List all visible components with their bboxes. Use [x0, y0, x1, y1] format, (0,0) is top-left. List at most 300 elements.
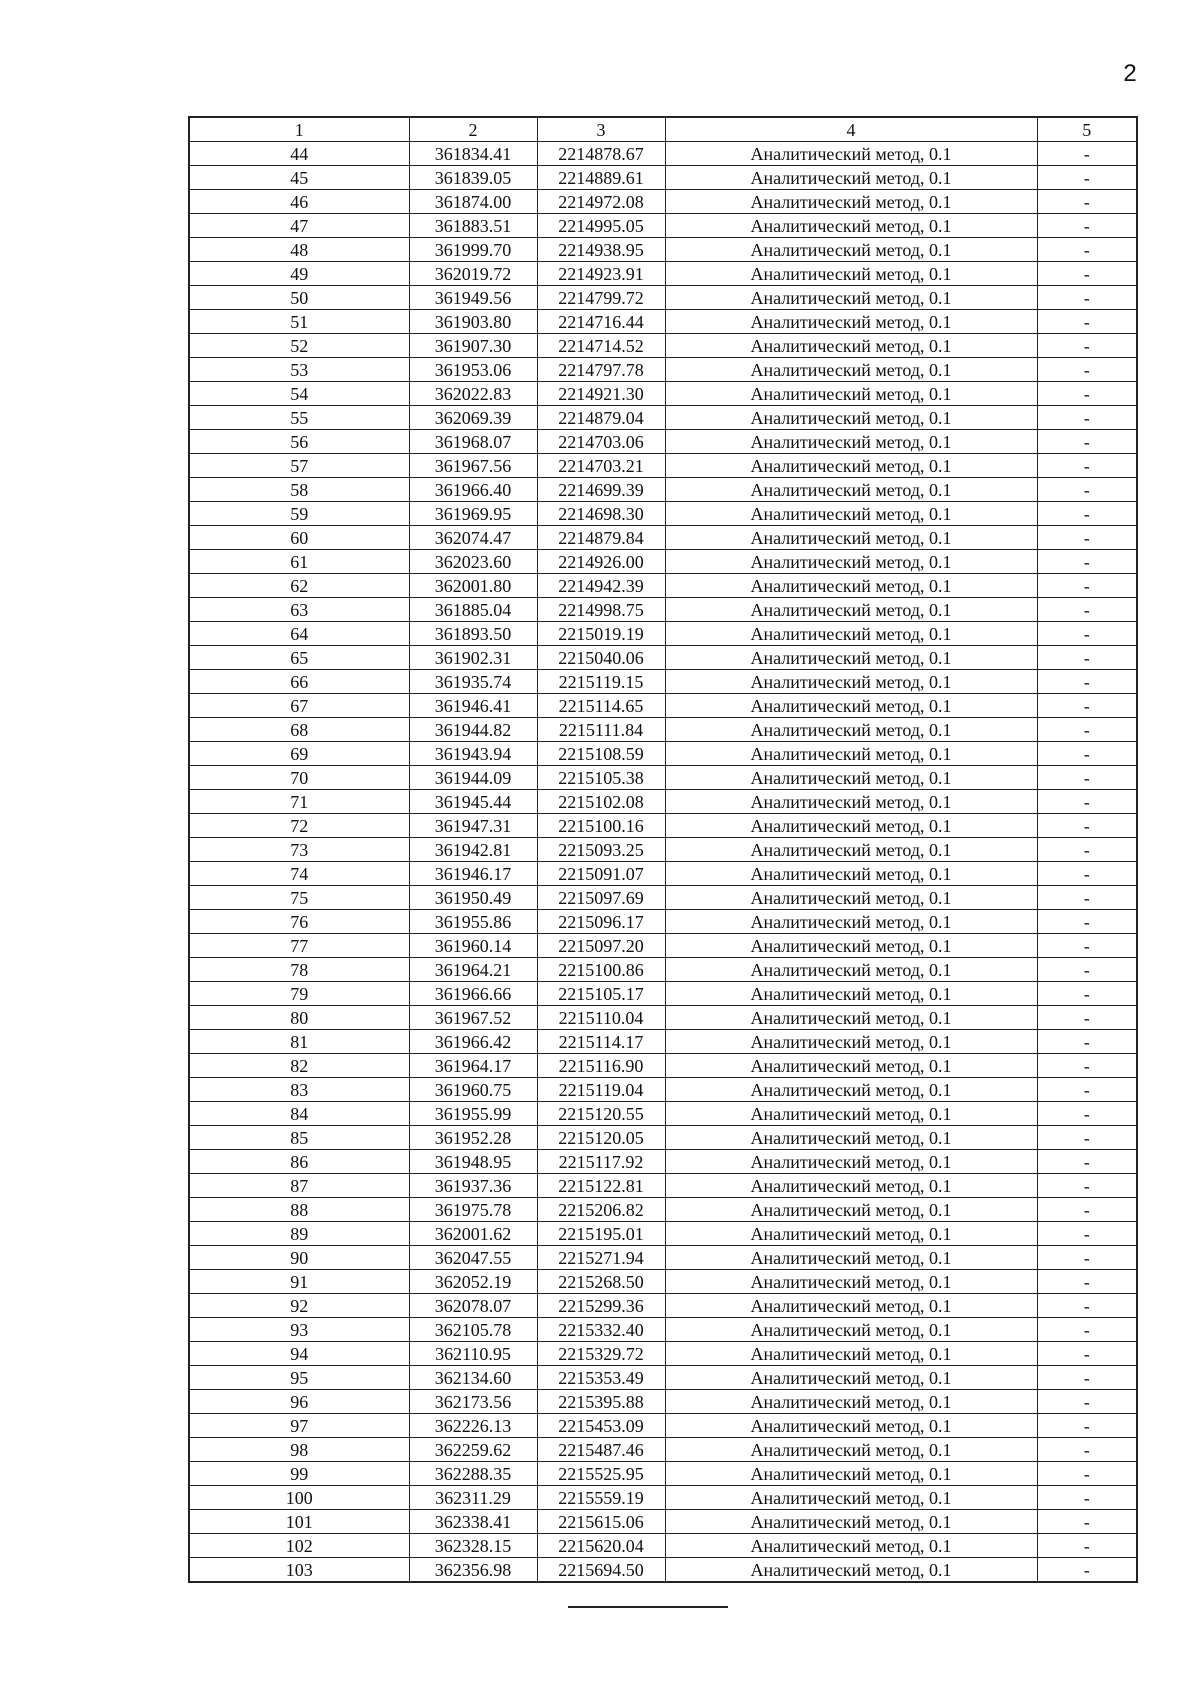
x-coordinate-cell: 361950.49 — [409, 886, 537, 910]
y-coordinate-cell: 2215525.95 — [537, 1462, 665, 1486]
table-row — [189, 1246, 1137, 1270]
note-cell: - — [1037, 550, 1137, 574]
point-number-cell: 85 — [189, 1126, 409, 1150]
method-cell: Аналитический метод, 0.1 — [665, 982, 1037, 1006]
method-cell: Аналитический метод, 0.1 — [665, 214, 1037, 238]
y-coordinate-cell: 2215395.88 — [537, 1390, 665, 1414]
point-number-cell: 83 — [189, 1078, 409, 1102]
table-row — [189, 454, 1137, 478]
point-number-cell: 101 — [189, 1510, 409, 1534]
method-cell: Аналитический метод, 0.1 — [665, 910, 1037, 934]
point-number-cell: 59 — [189, 502, 409, 526]
y-coordinate-cell: 2215332.40 — [537, 1318, 665, 1342]
y-coordinate-cell: 2215120.05 — [537, 1126, 665, 1150]
table-row — [189, 238, 1137, 262]
note-cell: - — [1037, 286, 1137, 310]
note-cell: - — [1037, 1366, 1137, 1390]
point-number-cell: 93 — [189, 1318, 409, 1342]
table-row — [189, 574, 1137, 598]
table-row — [189, 622, 1137, 646]
y-coordinate-cell: 2215299.36 — [537, 1294, 665, 1318]
point-number-cell: 56 — [189, 430, 409, 454]
note-cell: - — [1037, 1006, 1137, 1030]
x-coordinate-cell: 362105.78 — [409, 1318, 537, 1342]
y-coordinate-cell: 2214921.30 — [537, 382, 665, 406]
note-cell: - — [1037, 1174, 1137, 1198]
x-coordinate-cell: 361874.00 — [409, 190, 537, 214]
x-coordinate-cell: 361944.09 — [409, 766, 537, 790]
note-cell: - — [1037, 1486, 1137, 1510]
method-cell: Аналитический метод, 0.1 — [665, 286, 1037, 310]
table-row — [189, 550, 1137, 574]
method-cell: Аналитический метод, 0.1 — [665, 1342, 1037, 1366]
point-number-cell: 91 — [189, 1270, 409, 1294]
table-row — [189, 1534, 1137, 1558]
point-number-cell: 81 — [189, 1030, 409, 1054]
table-row — [189, 1126, 1137, 1150]
method-cell: Аналитический метод, 0.1 — [665, 1414, 1037, 1438]
method-cell: Аналитический метод, 0.1 — [665, 190, 1037, 214]
method-cell: Аналитический метод, 0.1 — [665, 1030, 1037, 1054]
point-number-cell: 92 — [189, 1294, 409, 1318]
method-cell: Аналитический метод, 0.1 — [665, 670, 1037, 694]
note-cell: - — [1037, 190, 1137, 214]
y-coordinate-cell: 2215206.82 — [537, 1198, 665, 1222]
x-coordinate-cell: 362074.47 — [409, 526, 537, 550]
coordinates-table — [188, 116, 1138, 1583]
x-coordinate-cell: 361966.66 — [409, 982, 537, 1006]
note-cell: - — [1037, 1558, 1137, 1583]
y-coordinate-cell: 2215102.08 — [537, 790, 665, 814]
x-coordinate-cell: 362069.39 — [409, 406, 537, 430]
note-cell: - — [1037, 982, 1137, 1006]
point-number-cell: 74 — [189, 862, 409, 886]
method-cell: Аналитический метод, 0.1 — [665, 814, 1037, 838]
y-coordinate-cell: 2215100.16 — [537, 814, 665, 838]
point-number-cell: 65 — [189, 646, 409, 670]
x-coordinate-cell: 361966.40 — [409, 478, 537, 502]
x-coordinate-cell: 362356.98 — [409, 1558, 537, 1583]
x-coordinate-cell: 361975.78 — [409, 1198, 537, 1222]
note-cell: - — [1037, 1198, 1137, 1222]
x-coordinate-cell: 362110.95 — [409, 1342, 537, 1366]
x-coordinate-cell: 361943.94 — [409, 742, 537, 766]
point-number-cell: 71 — [189, 790, 409, 814]
x-coordinate-cell: 362288.35 — [409, 1462, 537, 1486]
table-row — [189, 646, 1137, 670]
note-cell: - — [1037, 1414, 1137, 1438]
x-coordinate-cell: 361834.41 — [409, 142, 537, 166]
method-cell: Аналитический метод, 0.1 — [665, 790, 1037, 814]
note-cell: - — [1037, 430, 1137, 454]
table-row — [189, 670, 1137, 694]
point-number-cell: 64 — [189, 622, 409, 646]
table-row — [189, 142, 1137, 166]
table-row — [189, 718, 1137, 742]
method-cell: Аналитический метод, 0.1 — [665, 454, 1037, 478]
table-row — [189, 502, 1137, 526]
point-number-cell: 52 — [189, 334, 409, 358]
point-number-cell: 61 — [189, 550, 409, 574]
method-cell: Аналитический метод, 0.1 — [665, 1390, 1037, 1414]
table-row — [189, 382, 1137, 406]
y-coordinate-cell: 2214889.61 — [537, 166, 665, 190]
note-cell: - — [1037, 1054, 1137, 1078]
y-coordinate-cell: 2215268.50 — [537, 1270, 665, 1294]
point-number-cell: 86 — [189, 1150, 409, 1174]
y-coordinate-cell: 2214698.30 — [537, 502, 665, 526]
method-cell: Аналитический метод, 0.1 — [665, 382, 1037, 406]
point-number-cell: 54 — [189, 382, 409, 406]
x-coordinate-cell: 361902.31 — [409, 646, 537, 670]
x-coordinate-cell: 362134.60 — [409, 1366, 537, 1390]
header-cell: 4 — [665, 117, 1037, 142]
y-coordinate-cell: 2215620.04 — [537, 1534, 665, 1558]
point-number-cell: 57 — [189, 454, 409, 478]
note-cell: - — [1037, 1222, 1137, 1246]
note-cell: - — [1037, 766, 1137, 790]
y-coordinate-cell: 2215116.90 — [537, 1054, 665, 1078]
table-row — [189, 1270, 1137, 1294]
x-coordinate-cell: 361966.42 — [409, 1030, 537, 1054]
x-coordinate-cell: 361935.74 — [409, 670, 537, 694]
point-number-cell: 67 — [189, 694, 409, 718]
point-number-cell: 72 — [189, 814, 409, 838]
note-cell: - — [1037, 238, 1137, 262]
x-coordinate-cell: 361946.41 — [409, 694, 537, 718]
table-row — [189, 262, 1137, 286]
x-coordinate-cell: 362259.62 — [409, 1438, 537, 1462]
table-row — [189, 1342, 1137, 1366]
header-cell: 1 — [189, 117, 409, 142]
note-cell: - — [1037, 502, 1137, 526]
method-cell: Аналитический метод, 0.1 — [665, 358, 1037, 382]
method-cell: Аналитический метод, 0.1 — [665, 1150, 1037, 1174]
note-cell: - — [1037, 910, 1137, 934]
note-cell: - — [1037, 862, 1137, 886]
method-cell: Аналитический метод, 0.1 — [665, 598, 1037, 622]
point-number-cell: 53 — [189, 358, 409, 382]
y-coordinate-cell: 2215110.04 — [537, 1006, 665, 1030]
point-number-cell: 95 — [189, 1366, 409, 1390]
x-coordinate-cell: 362173.56 — [409, 1390, 537, 1414]
y-coordinate-cell: 2215120.55 — [537, 1102, 665, 1126]
x-coordinate-cell: 362226.13 — [409, 1414, 537, 1438]
table-row — [189, 406, 1137, 430]
note-cell: - — [1037, 838, 1137, 862]
y-coordinate-cell: 2215111.84 — [537, 718, 665, 742]
y-coordinate-cell: 2214942.39 — [537, 574, 665, 598]
y-coordinate-cell: 2215195.01 — [537, 1222, 665, 1246]
note-cell: - — [1037, 262, 1137, 286]
x-coordinate-cell: 362311.29 — [409, 1486, 537, 1510]
y-coordinate-cell: 2214799.72 — [537, 286, 665, 310]
y-coordinate-cell: 2215694.50 — [537, 1558, 665, 1583]
y-coordinate-cell: 2215097.20 — [537, 934, 665, 958]
point-number-cell: 99 — [189, 1462, 409, 1486]
point-number-cell: 69 — [189, 742, 409, 766]
method-cell: Аналитический метод, 0.1 — [665, 1006, 1037, 1030]
y-coordinate-cell: 2214703.21 — [537, 454, 665, 478]
table-row — [189, 862, 1137, 886]
point-number-cell: 47 — [189, 214, 409, 238]
y-coordinate-cell: 2214716.44 — [537, 310, 665, 334]
method-cell: Аналитический метод, 0.1 — [665, 406, 1037, 430]
note-cell: - — [1037, 310, 1137, 334]
note-cell: - — [1037, 1342, 1137, 1366]
table-row — [189, 838, 1137, 862]
table-body — [189, 142, 1137, 1583]
table-row — [189, 358, 1137, 382]
table-row — [189, 814, 1137, 838]
method-cell: Аналитический метод, 0.1 — [665, 1534, 1037, 1558]
y-coordinate-cell: 2214699.39 — [537, 478, 665, 502]
note-cell: - — [1037, 718, 1137, 742]
y-coordinate-cell: 2215096.17 — [537, 910, 665, 934]
point-number-cell: 50 — [189, 286, 409, 310]
note-cell: - — [1037, 958, 1137, 982]
y-coordinate-cell: 2214972.08 — [537, 190, 665, 214]
point-number-cell: 77 — [189, 934, 409, 958]
method-cell: Аналитический метод, 0.1 — [665, 1126, 1037, 1150]
method-cell: Аналитический метод, 0.1 — [665, 502, 1037, 526]
method-cell: Аналитический метод, 0.1 — [665, 838, 1037, 862]
table-row — [189, 334, 1137, 358]
note-cell: - — [1037, 790, 1137, 814]
point-number-cell: 73 — [189, 838, 409, 862]
note-cell: - — [1037, 1318, 1137, 1342]
y-coordinate-cell: 2214995.05 — [537, 214, 665, 238]
table-row — [189, 526, 1137, 550]
point-number-cell: 49 — [189, 262, 409, 286]
x-coordinate-cell: 361893.50 — [409, 622, 537, 646]
note-cell: - — [1037, 526, 1137, 550]
point-number-cell: 96 — [189, 1390, 409, 1414]
y-coordinate-cell: 2215119.04 — [537, 1078, 665, 1102]
method-cell: Аналитический метод, 0.1 — [665, 1222, 1037, 1246]
y-coordinate-cell: 2214926.00 — [537, 550, 665, 574]
x-coordinate-cell: 361999.70 — [409, 238, 537, 262]
x-coordinate-cell: 361949.56 — [409, 286, 537, 310]
method-cell: Аналитический метод, 0.1 — [665, 886, 1037, 910]
note-cell: - — [1037, 1102, 1137, 1126]
note-cell: - — [1037, 1390, 1137, 1414]
table-row — [189, 958, 1137, 982]
table-row — [189, 430, 1137, 454]
table-row — [189, 1054, 1137, 1078]
method-cell: Аналитический метод, 0.1 — [665, 1558, 1037, 1583]
point-number-cell: 94 — [189, 1342, 409, 1366]
note-cell: - — [1037, 574, 1137, 598]
method-cell: Аналитический метод, 0.1 — [665, 1366, 1037, 1390]
point-number-cell: 76 — [189, 910, 409, 934]
y-coordinate-cell: 2215019.19 — [537, 622, 665, 646]
method-cell: Аналитический метод, 0.1 — [665, 766, 1037, 790]
y-coordinate-cell: 2215487.46 — [537, 1438, 665, 1462]
method-cell: Аналитический метод, 0.1 — [665, 862, 1037, 886]
method-cell: Аналитический метод, 0.1 — [665, 526, 1037, 550]
table-row — [189, 1390, 1137, 1414]
method-cell: Аналитический метод, 0.1 — [665, 1078, 1037, 1102]
x-coordinate-cell: 361885.04 — [409, 598, 537, 622]
y-coordinate-cell: 2215091.07 — [537, 862, 665, 886]
point-number-cell: 68 — [189, 718, 409, 742]
method-cell: Аналитический метод, 0.1 — [665, 958, 1037, 982]
table-row — [189, 1222, 1137, 1246]
point-number-cell: 79 — [189, 982, 409, 1006]
y-coordinate-cell: 2215097.69 — [537, 886, 665, 910]
x-coordinate-cell: 361967.52 — [409, 1006, 537, 1030]
method-cell: Аналитический метод, 0.1 — [665, 742, 1037, 766]
x-coordinate-cell: 361964.17 — [409, 1054, 537, 1078]
note-cell: - — [1037, 406, 1137, 430]
point-number-cell: 102 — [189, 1534, 409, 1558]
method-cell: Аналитический метод, 0.1 — [665, 262, 1037, 286]
x-coordinate-cell: 361955.86 — [409, 910, 537, 934]
point-number-cell: 63 — [189, 598, 409, 622]
note-cell: - — [1037, 622, 1137, 646]
y-coordinate-cell: 2215114.17 — [537, 1030, 665, 1054]
x-coordinate-cell: 362001.62 — [409, 1222, 537, 1246]
y-coordinate-cell: 2214703.06 — [537, 430, 665, 454]
table-row — [189, 1102, 1137, 1126]
y-coordinate-cell: 2215105.38 — [537, 766, 665, 790]
method-cell: Аналитический метод, 0.1 — [665, 1438, 1037, 1462]
note-cell: - — [1037, 166, 1137, 190]
x-coordinate-cell: 361903.80 — [409, 310, 537, 334]
page-number: 2 — [1123, 60, 1137, 87]
y-coordinate-cell: 2215453.09 — [537, 1414, 665, 1438]
x-coordinate-cell: 361948.95 — [409, 1150, 537, 1174]
table-row — [189, 1414, 1137, 1438]
note-cell: - — [1037, 934, 1137, 958]
x-coordinate-cell: 361952.28 — [409, 1126, 537, 1150]
header-cell: 3 — [537, 117, 665, 142]
table-row — [189, 1486, 1137, 1510]
point-number-cell: 80 — [189, 1006, 409, 1030]
point-number-cell: 48 — [189, 238, 409, 262]
note-cell: - — [1037, 1294, 1137, 1318]
y-coordinate-cell: 2215329.72 — [537, 1342, 665, 1366]
point-number-cell: 46 — [189, 190, 409, 214]
table-row — [189, 1150, 1137, 1174]
method-cell: Аналитический метод, 0.1 — [665, 1510, 1037, 1534]
y-coordinate-cell: 2215117.92 — [537, 1150, 665, 1174]
table-row — [189, 1174, 1137, 1198]
table-row — [189, 1366, 1137, 1390]
x-coordinate-cell: 361937.36 — [409, 1174, 537, 1198]
note-cell: - — [1037, 1510, 1137, 1534]
note-cell: - — [1037, 382, 1137, 406]
point-number-cell: 97 — [189, 1414, 409, 1438]
x-coordinate-cell: 361968.07 — [409, 430, 537, 454]
method-cell: Аналитический метод, 0.1 — [665, 1246, 1037, 1270]
header-cell: 2 — [409, 117, 537, 142]
method-cell: Аналитический метод, 0.1 — [665, 1486, 1037, 1510]
note-cell: - — [1037, 1438, 1137, 1462]
table-row — [189, 1318, 1137, 1342]
table-row — [189, 310, 1137, 334]
method-cell: Аналитический метод, 0.1 — [665, 1270, 1037, 1294]
y-coordinate-cell: 2215353.49 — [537, 1366, 665, 1390]
y-coordinate-cell: 2215040.06 — [537, 646, 665, 670]
y-coordinate-cell: 2215105.17 — [537, 982, 665, 1006]
y-coordinate-cell: 2215271.94 — [537, 1246, 665, 1270]
x-coordinate-cell: 362078.07 — [409, 1294, 537, 1318]
bottom-divider — [568, 1606, 728, 1608]
note-cell: - — [1037, 1270, 1137, 1294]
point-number-cell: 62 — [189, 574, 409, 598]
y-coordinate-cell: 2215114.65 — [537, 694, 665, 718]
note-cell: - — [1037, 670, 1137, 694]
note-cell: - — [1037, 478, 1137, 502]
x-coordinate-cell: 362001.80 — [409, 574, 537, 598]
y-coordinate-cell: 2214998.75 — [537, 598, 665, 622]
point-number-cell: 84 — [189, 1102, 409, 1126]
table-row — [189, 766, 1137, 790]
note-cell: - — [1037, 358, 1137, 382]
x-coordinate-cell: 362019.72 — [409, 262, 537, 286]
table-row — [189, 1294, 1137, 1318]
x-coordinate-cell: 361907.30 — [409, 334, 537, 358]
note-cell: - — [1037, 814, 1137, 838]
point-number-cell: 55 — [189, 406, 409, 430]
note-cell: - — [1037, 214, 1137, 238]
note-cell: - — [1037, 1534, 1137, 1558]
table-row — [189, 286, 1137, 310]
table-row — [189, 934, 1137, 958]
x-coordinate-cell: 361839.05 — [409, 166, 537, 190]
note-cell: - — [1037, 1030, 1137, 1054]
note-cell: - — [1037, 1246, 1137, 1270]
note-cell: - — [1037, 1078, 1137, 1102]
point-number-cell: 70 — [189, 766, 409, 790]
point-number-cell: 45 — [189, 166, 409, 190]
method-cell: Аналитический метод, 0.1 — [665, 310, 1037, 334]
table-row — [189, 1198, 1137, 1222]
y-coordinate-cell: 2215559.19 — [537, 1486, 665, 1510]
y-coordinate-cell: 2214797.78 — [537, 358, 665, 382]
note-cell: - — [1037, 886, 1137, 910]
point-number-cell: 60 — [189, 526, 409, 550]
note-cell: - — [1037, 334, 1137, 358]
table-row — [189, 1462, 1137, 1486]
x-coordinate-cell: 361883.51 — [409, 214, 537, 238]
x-coordinate-cell: 361947.31 — [409, 814, 537, 838]
point-number-cell: 90 — [189, 1246, 409, 1270]
table-row — [189, 1510, 1137, 1534]
method-cell: Аналитический метод, 0.1 — [665, 622, 1037, 646]
y-coordinate-cell: 2214879.04 — [537, 406, 665, 430]
method-cell: Аналитический метод, 0.1 — [665, 166, 1037, 190]
y-coordinate-cell: 2214879.84 — [537, 526, 665, 550]
method-cell: Аналитический метод, 0.1 — [665, 430, 1037, 454]
x-coordinate-cell: 362338.41 — [409, 1510, 537, 1534]
method-cell: Аналитический метод, 0.1 — [665, 646, 1037, 670]
y-coordinate-cell: 2215093.25 — [537, 838, 665, 862]
method-cell: Аналитический метод, 0.1 — [665, 142, 1037, 166]
x-coordinate-cell: 361960.14 — [409, 934, 537, 958]
note-cell: - — [1037, 1462, 1137, 1486]
x-coordinate-cell: 361967.56 — [409, 454, 537, 478]
note-cell: - — [1037, 598, 1137, 622]
point-number-cell: 51 — [189, 310, 409, 334]
x-coordinate-cell: 361946.17 — [409, 862, 537, 886]
y-coordinate-cell: 2214923.91 — [537, 262, 665, 286]
x-coordinate-cell: 361955.99 — [409, 1102, 537, 1126]
y-coordinate-cell: 2214938.95 — [537, 238, 665, 262]
y-coordinate-cell: 2215100.86 — [537, 958, 665, 982]
